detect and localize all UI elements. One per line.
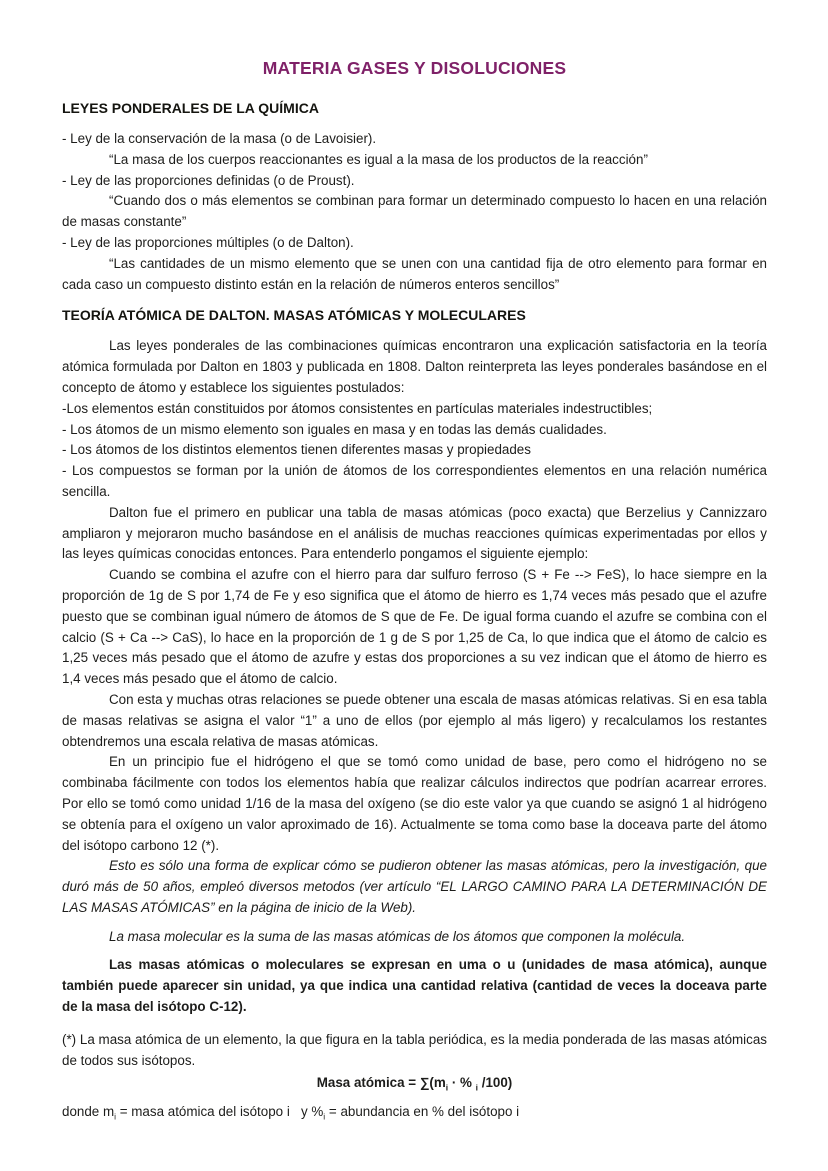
law-proporciones-definidas-quote: “Cuando dos o más elementos se combinan para formar un determinado compuesto lo hacen en una relación de masas constante” [62,193,767,230]
paragraph-hidrogeno-unidad: En un principio fue el hidrógeno el que se tomó como unidad de base, pero como el hidrógeno no se combinaba fácilmente con todos los elementos había que realizar cálculos indirectos que podrían acarrear errores. Por ello se tomó como unidad 1/16 de la masa del oxígeno (se dio este valor ya que cuando se asignó 1 al hidrógeno se obtenía para el oxígeno un valor aproximado de 16). Actualmente se toma como base la doceava parte del átomo del isótopo carbono 12 (*). [62,754,767,853]
law-conservacion-line: - Ley de la conservación de la masa (o de Lavoisier). [62,131,377,146]
definition-part3: = abundancia en % del isótopo i [325,1104,520,1120]
postulate-compuestos: - Los compuestos se forman por la unión de átomos de los correspondientes elementos en una relación numérica sencilla. [62,463,767,499]
paragraph-uma-unidades: Las masas atómicas o moleculares se expresan en uma o u (unidades de masa atómica), aunque también puede aparecer sin unidad, ya que indica una cantidad relativa (cantidad de veces la doceava parte de la masa del isótopo C-12). [62,957,767,1015]
heading-leyes-ponderales: LEYES PONDERALES DE LA QUÍMICA [62,100,319,116]
postulate-atomos-iguales: - Los átomos de un mismo elemento son iguales en masa y en todas las demás cualidades. [62,421,607,437]
paragraph-dalton-tabla: Dalton fue el primero en publicar una tabla de masas atómicas (poco exacta) que Berzelius y Cannizzaro ampliaron y mejoraron mucho basándose en el análisis de muchas reacciones químicas experimentadas por ellos y las leyes químicas conocidas entonces. Para entenderlo pongamos el siguiente ejemplo: [62,504,767,562]
law-proporciones-definidas-line: - Ley de las proporciones definidas (o de Proust). [62,172,355,188]
formula-subscript-i: i [445,1083,449,1094]
definition-subscript-i2: i [323,1111,326,1122]
formula-lead: Masa atómica = ∑(m [316,1075,446,1091]
law-conservacion-quote: “La masa de los cuerpos reaccionantes es igual a la masa de los productos de la reacción” [109,151,648,167]
heading-teoria-atomica: TEORÍA ATÓMICA DE DALTON. MASAS ATÓMICAS Y MOLECULARES [62,307,526,324]
document-title: MATERIA GASES Y DISOLUCIONES [262,58,567,78]
definition-part2: = masa atómica del isótopo i y % [116,1104,324,1120]
law-proporciones-multiples-quote: “Las cantidades de un mismo elemento que se unen con una cantidad fija de otro elemento para formar en cada caso un compuesto distinto están en la relación de números enteros sencillos” [62,255,767,292]
formula-middle: · % [448,1075,476,1091]
postulate-elementos: -Los elementos están constituidos por átomos consistentes en partículas materiales indestructibles; [62,400,653,416]
law-proporciones-multiples-line: - Ley de las proporciones múltiples (o de Dalton). [62,234,354,250]
formula-subscript-i2: i [475,1083,479,1094]
paragraph-escala-relativa: Con esta y muchas otras relaciones se puede obtener una escala de masas atómicas relativas. Si en esa tabla de masas relativas se asigna el valor “1” a uno de ellos (por ejemplo al más ligero) y recalculamos los restantes obtendremos una escala relativa de masas atómicas. [62,691,767,749]
definition-subscript-i: i [114,1111,117,1122]
paragraph-leyes-ponderales-intro: Las leyes ponderales de las combinaciones químicas encontraron una explicación satisfactoria en la teoría atómica formulada por Dalton en 1803 y publicada en 1808. Dalton reinterpreta las leyes ponderales basándose en el concepto de átomo y establece los siguientes postulados: [62,338,767,395]
paragraph-ejemplo-azufre-hierro: Cuando se combina el azufre con el hierro para dar sulfuro ferroso (S + Fe --> FeS), lo hace siempre en la proporción de 1g de S por 1,74 de Fe y eso significa que el átomo de hierro es 1,74 veces más pesado que el azufre puesto que se combinan igual número de átomos de S que de Fe. De igual forma cuando el azufre se combina con el calcio (S + Ca --> CaS), lo hace en la proporción de 1 g de S por 1,25 de Ca, lo que indica que el átomo de calcio es 1,25 veces más pesado que el átomo de azufre y estas dos proporciones a su vez indican que el átomo de hierro es 1,4 veces más pesado que el átomo de calcio. [62,567,767,687]
formula-tail: /100) [478,1075,513,1091]
atomic-mass-formula [62,1073,767,1094]
paragraph-masa-molecular: La masa molecular es la suma de las masas atómicas de los átomos que componen la molécula. [109,928,686,944]
formula-definition-line [62,1102,767,1123]
footnote-media-ponderada: (*) La masa atómica de un elemento, la que figura en la tabla periódica, es la media ponderada de las masas atómicas de todos sus isótopos. [62,1031,767,1068]
definition-part1: donde m [62,1104,115,1120]
postulate-atomos-distintos: - Los átomos de los distintos elementos tienen diferentes masas y propiedades [62,442,531,458]
paragraph-nota-metodos: Esto es sólo una forma de explicar cómo se pudieron obtener las masas atómicas, pero la investigación, que duró más de 50 años, empleó diversos metodos (ver artículo “EL LARGO CAMINO PARA LA DETERMINACIÓN DE LAS MASAS ATÓMICAS” en la página de inicio de la Web). [62,858,767,915]
